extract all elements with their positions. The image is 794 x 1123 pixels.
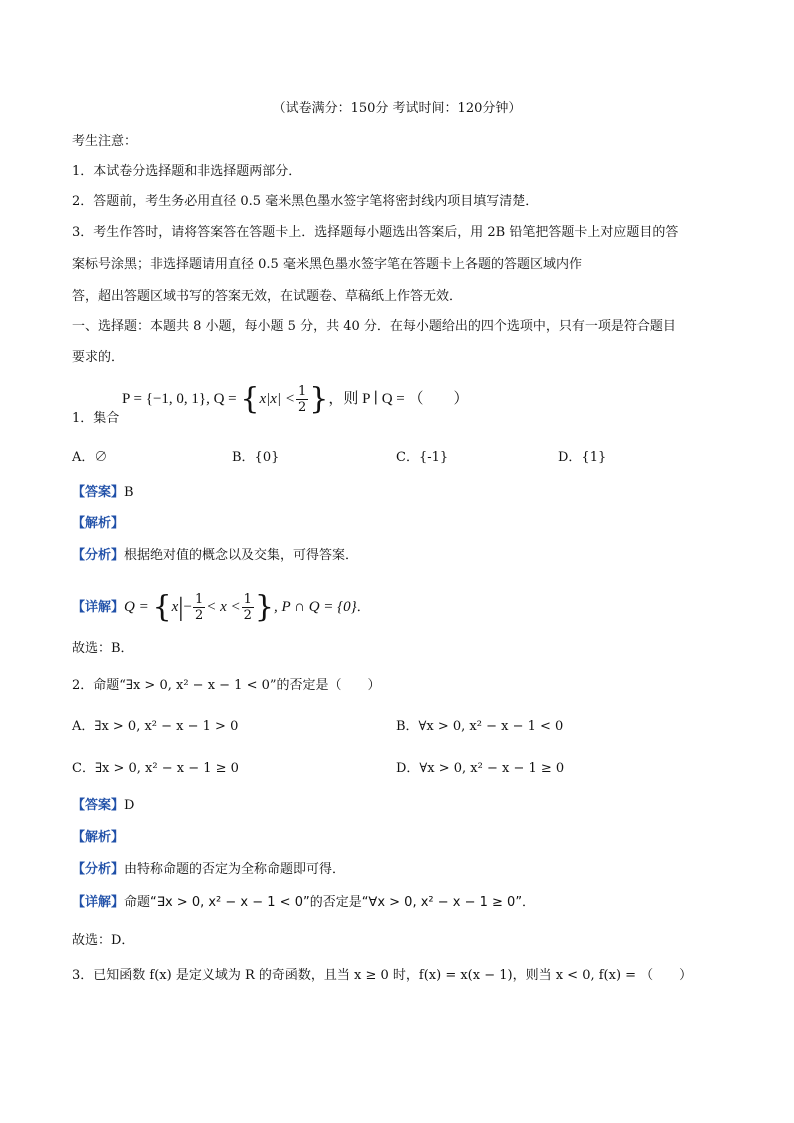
notice-title: 考生注意： [72, 134, 138, 149]
notice-line: 答，超出答题区域书写的答案无效，在试题卷、草稿纸上作答无效． [72, 289, 463, 304]
notice-line: 1．本试卷分选择题和非选择题两部分． [72, 164, 302, 179]
q2-detail: 【详解】命题“∃x > 0, x² − x − 1 < 0”的否定是“∀x > 0, x² − x − 1 ≥ 0”． [72, 895, 536, 910]
q1-tail: ，则 P ∣ Q = （ ） [328, 391, 469, 407]
q2-option-b: B．∀x > 0, x² − x − 1 < 0 [396, 719, 564, 734]
q1-option-c: C．{-1} [396, 450, 449, 465]
q3-stem: 3．已知函数 f(x) 是定义域为 R 的奇函数，且当 x ≥ 0 时，f(x) = x(x − 1)，则当 x < 0, f(x) = （ ） [72, 968, 693, 983]
q1-formula: P = {−1, 0, 1}, Q = {x|x| < $\frac{1}{2}$ }，则 P ∣ Q = （ ） [122, 381, 469, 417]
q2-stem: 2．命题“∃x > 0, x² − x − 1 < 0”的否定是（ ） [72, 678, 381, 693]
q2-analysis-tag: 【解析】 [72, 830, 125, 845]
notice-line: 案标号涂黑；非选择题请用直径 0.5 毫米黑色墨水签字笔在答题卡上各题的答题区域内作 [72, 257, 582, 272]
q1-option-b: B．{0} [232, 450, 280, 465]
notice-line: 3．考生作答时，请将答案答在答题卡上．选择题每小题选出答案后，用 2B 铅笔把答题卡上对应题目的答 [72, 225, 679, 240]
notice-line: 2．答题前，考生务必用直径 0.5 毫米黑色墨水签字笔将密封线内项目填写清楚． [72, 194, 539, 209]
q1-option-d: D．{1} [558, 450, 607, 465]
q1-analysis-tag: 【解析】 [72, 516, 125, 531]
exam-header: （试卷满分：150分 考试时间：120分钟） [272, 101, 522, 116]
q2-fenxi: 【分析】由特称命题的否定为全称命题即可得． [72, 862, 346, 877]
q1-choose: 故选：B． [72, 641, 134, 656]
section-heading: 一、选择题：本题共 8 小题，每小题 5 分，共 40 分．在每小题给出的四个选项中，只有一项是符合题目 [72, 319, 676, 334]
q1-fenxi: 【分析】根据绝对值的概念以及交集，可得答案． [72, 548, 359, 563]
q2-answer: 【答案】D [72, 798, 135, 813]
q1-number: 1．集合 [72, 411, 120, 426]
q2-option-d: D．∀x > 0, x² − x − 1 ≥ 0 [396, 761, 565, 776]
q1-p-set: P = {−1, 0, 1}, Q = [122, 391, 241, 407]
section-heading: 要求的． [72, 350, 125, 365]
fraction: $\frac{1}{2}$ [297, 384, 307, 415]
q1-option-a: A．∅ [72, 450, 108, 465]
q1-detail: 【详解】Q = {x|− $\frac{1}{2}$ < x < $\frac{1}{2}$ }, P ∩ Q = {0}． [72, 589, 370, 625]
q2-choose: 故选：D． [72, 933, 135, 948]
q2-option-a: A．∃x > 0, x² − x − 1 > 0 [72, 719, 239, 734]
q1-answer: 【答案】B [72, 485, 134, 500]
q2-option-c: C．∃x > 0, x² − x − 1 ≥ 0 [72, 761, 239, 776]
